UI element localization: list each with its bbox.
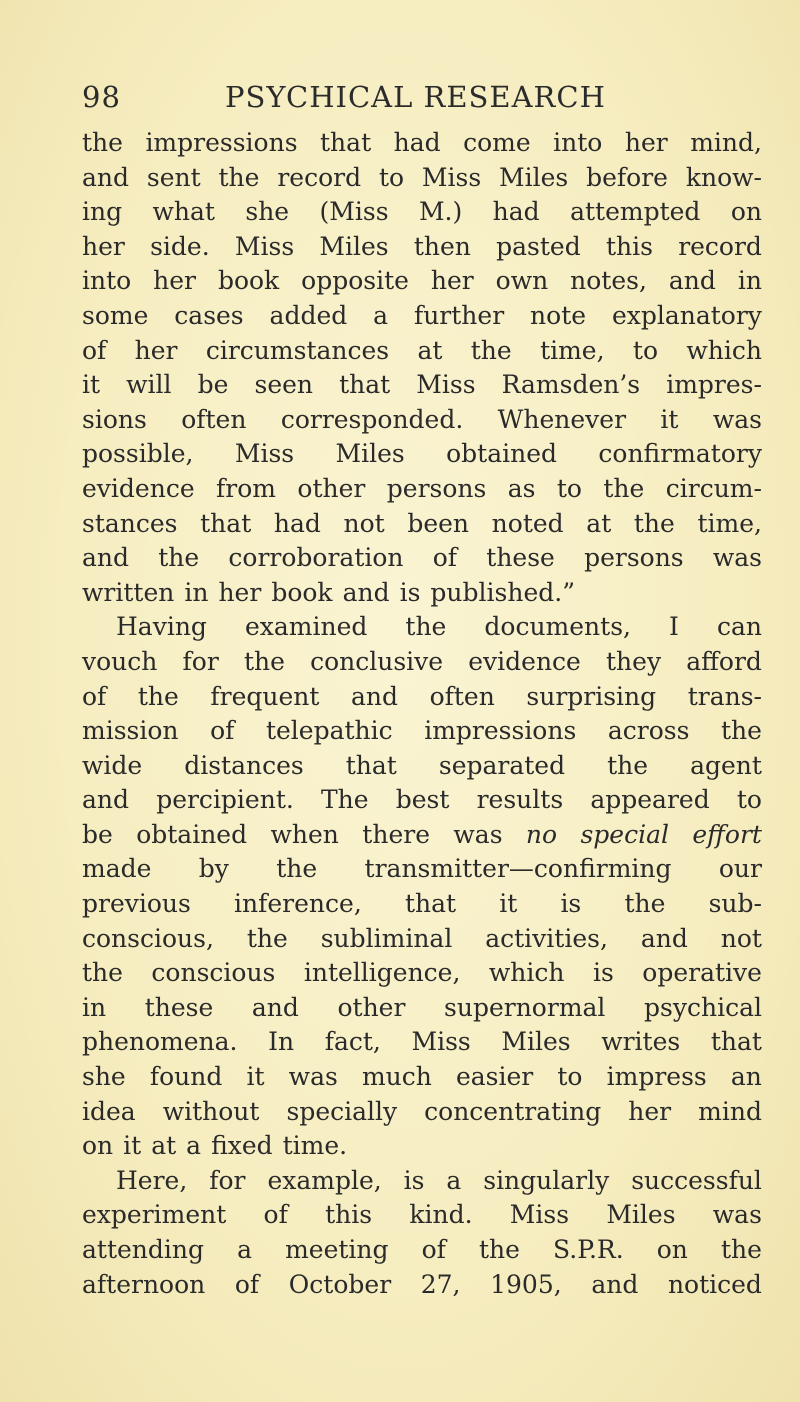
word: at [417,335,443,365]
word: can [716,612,762,642]
word: written [82,577,175,607]
word: this [325,1200,373,1230]
word: is [403,1165,425,1195]
word: which [488,958,565,988]
word: Miles [499,162,569,192]
word: of [82,681,107,711]
word: pasted [496,231,581,261]
running-title: PSYCHICAL RESEARCH [225,80,606,114]
word: best [395,785,450,815]
word: that [200,508,252,538]
text-line [82,1233,762,1268]
text-line [82,714,762,749]
word: without [162,1096,260,1126]
word: idea [82,1096,136,1126]
word: conclusive [310,646,444,676]
word: circum- [665,473,762,503]
word: time, [540,335,605,365]
word: be [82,819,113,849]
word: Miss [234,231,295,261]
text-line [82,230,762,265]
word: her [134,335,178,365]
word: had [273,508,321,538]
word: the [470,335,512,365]
word: at [586,508,612,538]
text-line [82,610,762,645]
word: know- [685,162,762,192]
text-line [82,507,762,542]
word: sent [146,162,201,192]
word: circumstances [205,335,390,365]
word: time, [697,508,762,538]
word: Miles [501,1027,571,1057]
word: and [82,543,130,573]
word: trans- [687,681,762,711]
text-line [82,472,762,507]
text-line [82,368,762,403]
word: in [82,992,107,1022]
word: further [413,300,505,330]
word: Miss [421,162,482,192]
word: it [246,1062,265,1092]
text-line [82,783,762,818]
word: across [607,716,690,746]
word: singularly [483,1165,610,1195]
word: time. [282,1131,348,1161]
word: to [632,335,659,365]
word: intelligence, [303,958,461,988]
word: Ramsden’s [501,370,641,400]
word: The [321,785,369,815]
word: psychical [644,992,762,1022]
text-line [82,334,762,369]
word: percipient. [156,785,294,815]
word: other [297,473,366,503]
word: the [720,1235,762,1264]
word: which [686,335,762,365]
word: Miss [234,439,295,469]
text-line [82,403,762,438]
word: the [721,716,762,746]
word: then [413,231,471,261]
word: that [710,1027,762,1057]
text-line [82,680,762,715]
word: and [591,1269,639,1299]
word: Miles [319,231,389,261]
word: in [737,266,762,296]
word: obtained [136,819,248,849]
word: is [560,889,582,919]
word: Miles [335,439,405,469]
word: of [210,716,235,746]
word: record [277,162,362,192]
word: own [495,266,549,296]
word: been [407,508,470,538]
text-line [82,1025,762,1060]
word: will [126,370,172,400]
word: and [351,681,399,711]
word: at [151,1131,177,1161]
word: Whenever [497,404,627,434]
word: possible, [82,439,194,469]
word: was [712,543,762,573]
word: evidence [82,473,195,503]
word: a [373,300,389,330]
word: specially [286,1096,398,1126]
word: ing [82,197,123,227]
word: previous [82,889,191,919]
word: the [218,162,260,192]
word: by [198,854,229,884]
word: that [404,889,457,919]
word: documents, [484,612,631,642]
word: and [251,992,299,1022]
word: frequent [210,681,320,711]
word: added [269,300,348,330]
word: inference, [234,889,362,919]
word: as [507,473,536,503]
word: explanatory [611,300,762,330]
word: the [82,958,123,988]
word: these [144,992,214,1022]
text-line [82,1164,762,1199]
word: noticed [667,1269,762,1299]
word: on [82,1131,114,1161]
word: mission [82,716,179,746]
word: cases [174,300,244,330]
word: example, [267,1165,382,1195]
word: kind. [409,1200,473,1230]
word: that [320,128,372,157]
word: the [137,681,179,711]
word: a [186,1131,202,1161]
word: 27, [420,1269,461,1299]
word: come [463,128,531,157]
word: writes [601,1027,681,1057]
word: the [603,473,645,503]
word: opposite [301,266,409,296]
word: into [82,266,132,296]
text-line [82,576,762,611]
word: to [557,1062,583,1092]
word: stances [82,508,178,538]
text-line [82,1198,762,1233]
running-head [82,80,762,124]
word: special [580,819,669,849]
word: of [82,335,107,365]
word: vouch [82,646,158,676]
word: she [82,1062,126,1092]
word: not [343,508,385,538]
word: before [586,162,668,192]
text-line [82,161,762,196]
text-line [82,922,762,957]
word: impressions [145,128,298,157]
word: and [342,577,390,607]
word: of [432,543,458,573]
word: meeting [285,1235,389,1264]
text-line [82,264,762,299]
word: the [633,508,675,538]
word: that [345,750,397,780]
word: the [82,128,123,157]
word: fact, [324,1027,381,1057]
word: the [276,854,318,884]
word: October [288,1269,392,1299]
word: her [628,1096,672,1126]
word: Miss [509,1200,570,1230]
word: on [656,1235,688,1264]
word: attending [82,1235,204,1264]
word: M.) [418,197,463,227]
word: was [453,819,503,849]
text-line [82,437,762,472]
word: and [668,266,716,296]
word: had [492,197,540,227]
word: and [82,785,130,815]
text-line [82,852,762,887]
word: confirmatory [598,439,762,469]
word: had [393,128,441,157]
word: the [405,612,447,642]
word: book [217,266,280,296]
word: on [730,197,762,227]
word: our [718,854,762,884]
word: Miss [411,1027,471,1057]
word: noted [491,508,564,538]
text-line [82,887,762,922]
word: published.” [430,577,575,607]
word: wide [82,750,143,780]
word: note [530,300,587,330]
text-line [82,541,762,576]
word: be [197,370,229,400]
text-line [82,1129,762,1164]
word: for [209,1165,246,1195]
word: impress [606,1062,707,1092]
word: impressions [424,716,577,746]
text-line [82,1060,762,1095]
text-line [82,956,762,991]
word: much [361,1062,432,1092]
text-line [82,645,762,680]
word: obtained [446,439,558,469]
word: experiment [82,1200,227,1230]
text-line [82,749,762,784]
word: sions [82,404,147,434]
word: the [246,923,288,953]
word: of [234,1269,260,1299]
word: mind, [690,128,762,157]
word: of [421,1235,446,1264]
word: made [82,854,152,884]
word: 1905, [490,1269,562,1299]
word: notes, [570,266,647,296]
word: she [245,197,290,227]
word: to [736,785,762,815]
word: results [476,785,564,815]
word: to [556,473,582,503]
word: that [339,370,391,400]
word: record [678,231,762,261]
word: side. [150,231,210,261]
text-line [82,1095,762,1130]
word: easier [455,1062,534,1092]
word: persons [584,543,684,573]
word: conscious [151,958,276,988]
text-line [82,991,762,1026]
word: telepathic [265,716,393,746]
word: activities, [485,923,608,953]
word: a [446,1165,462,1195]
word: the [243,646,285,676]
word: the [158,543,200,573]
text-line [82,818,762,853]
word: I [669,612,679,642]
word: was [712,404,762,434]
word: Having [116,612,207,642]
word: separated [438,750,566,780]
word: the [478,1235,520,1264]
word: and [82,162,130,192]
page-number: 98 [82,80,121,114]
word: the [607,750,649,780]
word: corroboration [228,543,404,573]
word: seen [254,370,314,400]
word: her [624,128,668,157]
word: examined [244,612,368,642]
word: appeared [590,785,710,815]
word: transmitter—confirming [364,854,672,884]
text-line [82,195,762,230]
word: conscious, [82,923,214,953]
word: other [337,992,406,1022]
word: these [486,543,555,573]
word: was [288,1062,338,1092]
word: into [553,128,603,157]
word: to [378,162,405,192]
word: her [82,231,125,261]
word: book [271,577,333,607]
word: attempted [570,197,701,227]
word: no [525,819,558,849]
word: her [218,577,262,607]
word: was [712,1200,762,1230]
word: it [123,1131,142,1161]
word: S.P.R. [553,1235,624,1264]
word: effort [692,819,762,849]
word: it [499,889,518,919]
word: often [429,681,495,711]
word: her [430,266,474,296]
word: persons [386,473,487,503]
word: phenomena. [82,1027,238,1057]
word: when [270,819,339,849]
word: often [181,404,247,434]
word: concentrating [424,1096,602,1126]
word: is [592,958,614,988]
word: for [182,646,219,676]
word: of [263,1200,288,1230]
word: a [237,1235,252,1264]
word: In [268,1027,295,1057]
word: operative [642,958,762,988]
word: and [640,923,688,953]
word: they [606,646,662,676]
text-line [82,126,762,161]
word: in [184,577,209,607]
word: Miss [416,370,476,400]
word: it [82,370,101,400]
word: distances [184,750,304,780]
word: agent [690,750,762,780]
word: sub- [708,889,762,919]
word: what [152,197,215,227]
word: an [730,1062,762,1092]
word: (Miss [319,197,389,227]
word: some [82,300,149,330]
word: subliminal [320,923,453,953]
word: Miles [606,1200,676,1230]
word: mind [698,1096,762,1126]
word: there [362,819,430,849]
word: this [605,231,653,261]
word: not [720,923,762,953]
word: it [660,404,679,434]
word: found [149,1062,223,1092]
word: the [624,889,666,919]
word: her [153,266,196,296]
word: impres- [666,370,762,400]
word: surprising [526,681,657,711]
body-text [82,126,762,1302]
word: successful [631,1165,762,1195]
word: is [399,577,421,607]
word: Here, [116,1165,188,1195]
word: fixed [211,1131,273,1161]
text-line [82,299,762,334]
word: corresponded. [280,404,464,434]
word: afternoon [82,1269,206,1299]
word: evidence [468,646,581,676]
text-line [82,1268,762,1303]
word: afford [686,646,762,676]
word: supernormal [444,992,606,1022]
word: from [216,473,276,503]
